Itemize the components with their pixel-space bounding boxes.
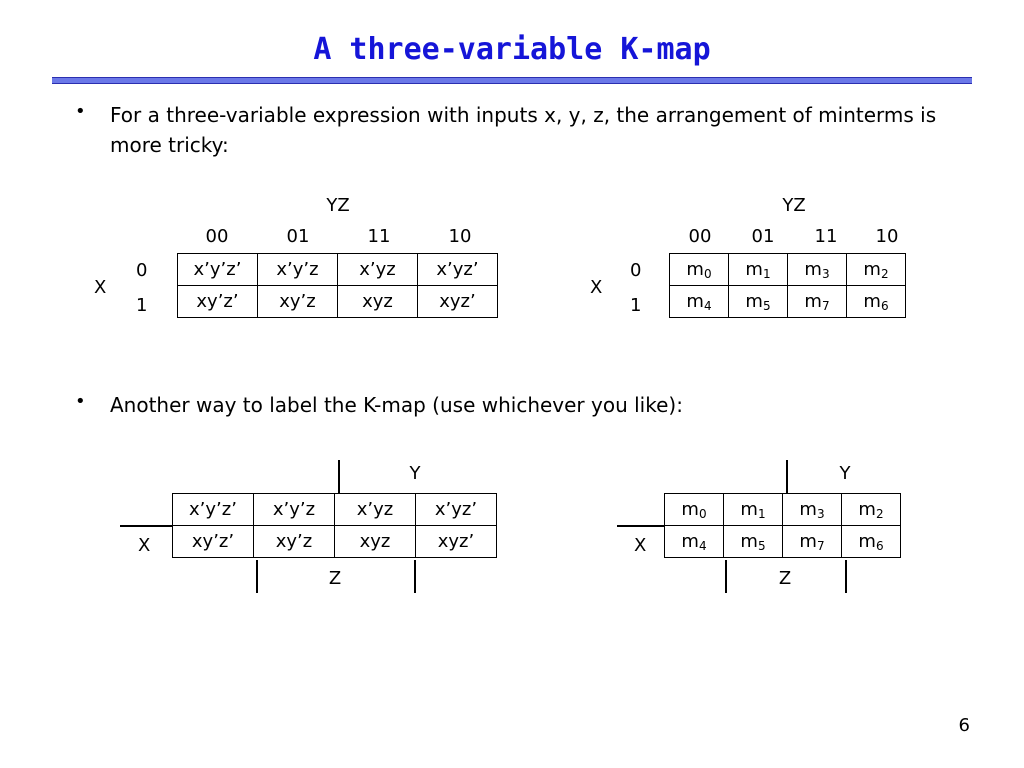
map4-z-bracket-left — [725, 560, 727, 593]
map1-col-code-00: 00 — [205, 226, 229, 247]
map4-grid — [664, 493, 901, 558]
map2-row-var: X — [590, 277, 603, 298]
map4-z-bracket-right — [845, 560, 847, 593]
bullet-2-text: Another way to label the K-map (use whichever you like): — [110, 393, 683, 417]
table-row — [670, 286, 906, 318]
map4-cell: $m_2$ — [842, 494, 901, 526]
table-row — [665, 494, 901, 526]
table-row — [670, 254, 906, 286]
map2-col-code-01: 01 — [751, 226, 775, 247]
map3-cell: x’y’z — [254, 494, 335, 526]
map1-grid — [177, 253, 498, 318]
page-number: 6 — [958, 715, 970, 736]
map2-cell: $m_4$ — [670, 286, 729, 318]
map2-cell: $m_7$ — [788, 286, 847, 318]
map1-col-code-01: 01 — [286, 226, 310, 247]
table-row — [173, 526, 497, 558]
map2-cell: $m_0$ — [670, 254, 729, 286]
bullet-dot: • — [75, 101, 86, 122]
map1-cell: x’yz’ — [418, 254, 498, 286]
map3-cell: x’yz — [335, 494, 416, 526]
map1-cell: x’y’z’ — [178, 254, 258, 286]
map2-cell: $m_5$ — [729, 286, 788, 318]
map2-col-code-00: 00 — [688, 226, 712, 247]
table-row — [665, 526, 901, 558]
map4-x-label: X — [634, 535, 647, 556]
bullet-2 — [75, 390, 970, 420]
map2-col-code-10: 10 — [875, 226, 899, 247]
map1-cell: xy’z — [258, 286, 338, 318]
map4-cell: $m_4$ — [665, 526, 724, 558]
map1-row-code-0: 0 — [136, 260, 148, 281]
map3-cell: xy’z — [254, 526, 335, 558]
map4-x-bracket-line — [617, 525, 665, 527]
slide-title: A three-variable K-map — [313, 32, 711, 67]
map3-grid — [172, 493, 497, 558]
map3-cell: xyz — [335, 526, 416, 558]
map1-cell: x’y’z — [258, 254, 338, 286]
map4-cell: $m_1$ — [724, 494, 783, 526]
map1-cell: xy’z’ — [178, 286, 258, 318]
map2-cell: $m_3$ — [788, 254, 847, 286]
map2-cell: $m_6$ — [847, 286, 906, 318]
map4-z-label: Z — [778, 568, 792, 589]
map1-row-var: X — [94, 277, 107, 298]
map2-cell: $m_1$ — [729, 254, 788, 286]
map4-cell: $m_3$ — [783, 494, 842, 526]
map3-x-label: X — [138, 535, 151, 556]
map3-cell: x’y’z’ — [173, 494, 254, 526]
map4-cell: $m_6$ — [842, 526, 901, 558]
map1-col-code-11: 11 — [367, 226, 391, 247]
map1-cell: xyz’ — [418, 286, 498, 318]
map4-cell: $m_7$ — [783, 526, 842, 558]
map2-col-var: YZ — [782, 195, 806, 216]
map3-cell: xy’z’ — [173, 526, 254, 558]
bullet-1 — [75, 100, 970, 160]
map3-y-bracket-line — [338, 460, 340, 493]
map2-row-code-0: 0 — [630, 260, 642, 281]
map4-cell: $m_5$ — [724, 526, 783, 558]
map1-col-code-10: 10 — [448, 226, 472, 247]
map4-cell: $m_0$ — [665, 494, 724, 526]
map3-z-bracket-left — [256, 560, 258, 593]
map3-cell: x’yz’ — [416, 494, 497, 526]
map1-row-code-1: 1 — [136, 295, 148, 316]
map3-cell: xyz’ — [416, 526, 497, 558]
bullet-dot: • — [75, 391, 86, 412]
map4-y-bracket-line — [786, 460, 788, 493]
map1-cell: x’yz — [338, 254, 418, 286]
map3-z-label: Z — [328, 568, 342, 589]
map3-z-bracket-right — [414, 560, 416, 593]
table-row — [178, 286, 498, 318]
map4-y-label: Y — [839, 463, 851, 484]
map2-grid — [669, 253, 906, 318]
bullet-1-text: For a three-variable expression with inputs x, y, z, the arrangement of minterms is more tricky: — [110, 103, 937, 157]
table-row — [173, 494, 497, 526]
map2-cell: $m_2$ — [847, 254, 906, 286]
map1-cell: xyz — [338, 286, 418, 318]
map2-col-code-11: 11 — [814, 226, 838, 247]
map1-col-var: YZ — [326, 195, 350, 216]
map3-y-label: Y — [409, 463, 421, 484]
table-row — [178, 254, 498, 286]
map3-x-bracket-line — [120, 525, 172, 527]
map2-row-code-1: 1 — [630, 295, 642, 316]
title-underline — [52, 77, 972, 84]
